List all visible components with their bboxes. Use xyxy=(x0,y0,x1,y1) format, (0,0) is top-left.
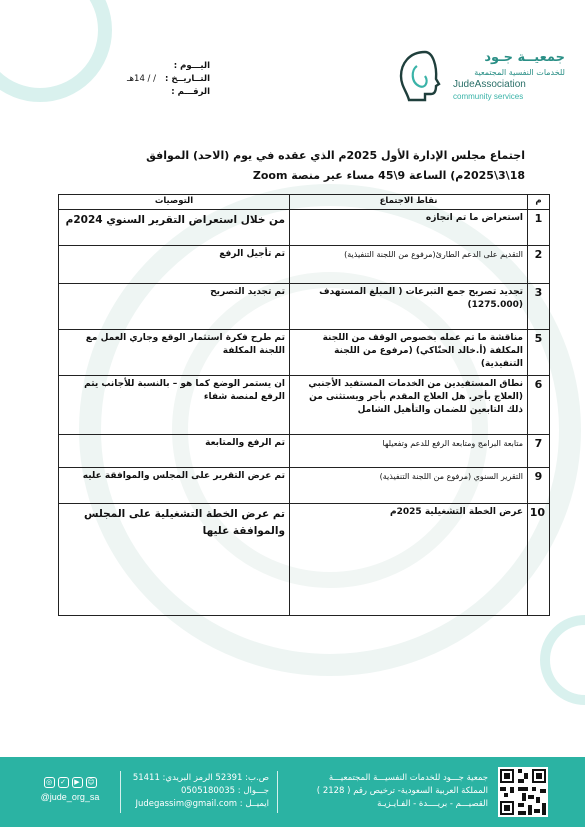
contact-line: جـــوال : 0505180035 xyxy=(180,786,269,796)
col-header-rec: التوصيات xyxy=(59,195,290,210)
footer-divider xyxy=(277,771,278,813)
org-subtitle-en: community services xyxy=(453,92,524,101)
table-row xyxy=(59,246,550,284)
table-row xyxy=(59,330,550,376)
row-rec: تم تجديد التصريح xyxy=(59,284,290,330)
col-header-num: م xyxy=(528,195,550,210)
footer-divider xyxy=(120,771,121,813)
contact-line: ص.ب: 52391 الرمز البريدي: 51411 xyxy=(132,773,269,783)
footer-address xyxy=(278,772,488,811)
snapchat-icon[interactable]: ☺ xyxy=(87,778,95,786)
row-rec: تم عرض الخطة التشغيلية على المجلس والموافقة عليها xyxy=(59,504,290,616)
org-name-ar: جمعيــة جـود xyxy=(484,50,565,65)
footer-contact xyxy=(109,772,269,811)
table-row xyxy=(59,284,550,330)
row-num: 10 xyxy=(528,504,550,616)
row-num: 1 xyxy=(528,210,550,246)
document-meta xyxy=(60,60,210,99)
row-num: 6 xyxy=(528,376,550,435)
org-subtitle-ar: للخدمات النفسية المجتمعية xyxy=(474,68,565,77)
meta-label: التــاريــخ : xyxy=(165,74,210,84)
head-profile-icon xyxy=(395,48,447,106)
row-point: مناقشة ما تم عمله بخصوص الوقف من اللجنة المكلفة (أ.خالد الحنّاكي) (مرفوع من اللجنة التنفيذية) xyxy=(290,330,528,376)
qr-code-icon xyxy=(498,767,548,817)
meta-day xyxy=(60,60,210,73)
table-row xyxy=(59,504,550,616)
table-row xyxy=(59,376,550,435)
row-point: استعراض ما تم انجازه xyxy=(290,210,528,246)
row-rec: تم عرض التقرير على المجلس والموافقة عليه xyxy=(59,468,290,504)
row-num: 3 xyxy=(528,284,550,330)
footer-bar xyxy=(0,757,585,827)
meta-value: / / 14هـ xyxy=(127,74,156,84)
row-point: نطاق المستفيدين من الخدمات المستفيد الأجنبي (العلاج بأجر. هل العلاج المقدم بأجر ويستثنى من ذلك التابعين للضمان والتأهيل الشامل xyxy=(290,376,528,435)
row-point: التقديم على الدعم الطارئ(مرفوع من اللجنة التنفيذية) xyxy=(290,246,528,284)
row-point: تجديد تصريح جمع التبرعات ( المبلغ المستهدف (1275.000) xyxy=(290,284,528,330)
twitter-icon[interactable]: ✓ xyxy=(58,777,69,788)
table-header-row xyxy=(59,195,550,210)
row-rec: ان يستمر الوضع كما هو – بالنسبة للأجانب يتم الرفع لمنصة شفاء xyxy=(59,376,290,435)
row-rec: تم طرح فكرة استثمار الوقع وجاري العمل مع اللجنة المكلفة xyxy=(59,330,290,376)
org-logo xyxy=(395,48,565,108)
address-line: المملكة العربية السعودية- ترخيص رقم ( 2128 ) xyxy=(316,786,488,796)
meta-label: اليـــوم : xyxy=(173,61,210,71)
row-num: 9 xyxy=(528,468,550,504)
social-handle[interactable]: @jude_org_sa xyxy=(40,792,100,802)
meta-number xyxy=(60,86,210,99)
footer-social xyxy=(30,777,110,802)
col-header-point: نقاط الاجتماع xyxy=(290,195,528,210)
meta-label: الرقـــم : xyxy=(171,87,210,97)
title-line-2: 18\3\2025م) الساعة 9\45 مساء عبر منصة Zoom xyxy=(252,169,525,182)
table-row xyxy=(59,210,550,246)
address-line: جمعية جـــود للخدمات النفسيـــة المجتمعيـــة xyxy=(328,773,488,783)
title-line-1: اجتماع مجلس الإدارة الأول 2025م الذي عقده في يوم (الاحد) الموافق xyxy=(146,149,525,162)
row-rec: من خلال استعراض التقرير السنوي 2024م xyxy=(59,210,290,246)
meta-date xyxy=(60,73,210,86)
minutes-table xyxy=(58,194,550,616)
row-point: التقرير السنوي (مرفوع من اللجنة التنفيذية) xyxy=(290,468,528,504)
row-num: 2 xyxy=(528,246,550,284)
row-point: متابعة البرامج ومتابعة الرفع للدعم وتفعيلها xyxy=(290,435,528,468)
row-point: عرض الخطة التشغيلية 2025م xyxy=(290,504,528,616)
row-num: 7 xyxy=(528,435,550,468)
social-icons xyxy=(30,777,110,788)
table-row xyxy=(59,468,550,504)
instagram-icon[interactable]: ◎ xyxy=(44,777,55,788)
youtube-icon[interactable]: ▶ xyxy=(72,777,83,788)
address-line: القصيـــم - بريــــدة - الفـايـزيـة xyxy=(377,799,488,809)
row-rec: تم الرفع والمتابعة xyxy=(59,435,290,468)
table-row xyxy=(59,435,550,468)
contact-line[interactable]: ايميــل : Judegassim@gmail.com xyxy=(135,799,269,809)
meeting-title xyxy=(105,146,525,186)
org-name-en: JudeAssociation xyxy=(453,79,526,90)
row-rec: تم تأجيل الرفع xyxy=(59,246,290,284)
row-num: 5 xyxy=(528,330,550,376)
